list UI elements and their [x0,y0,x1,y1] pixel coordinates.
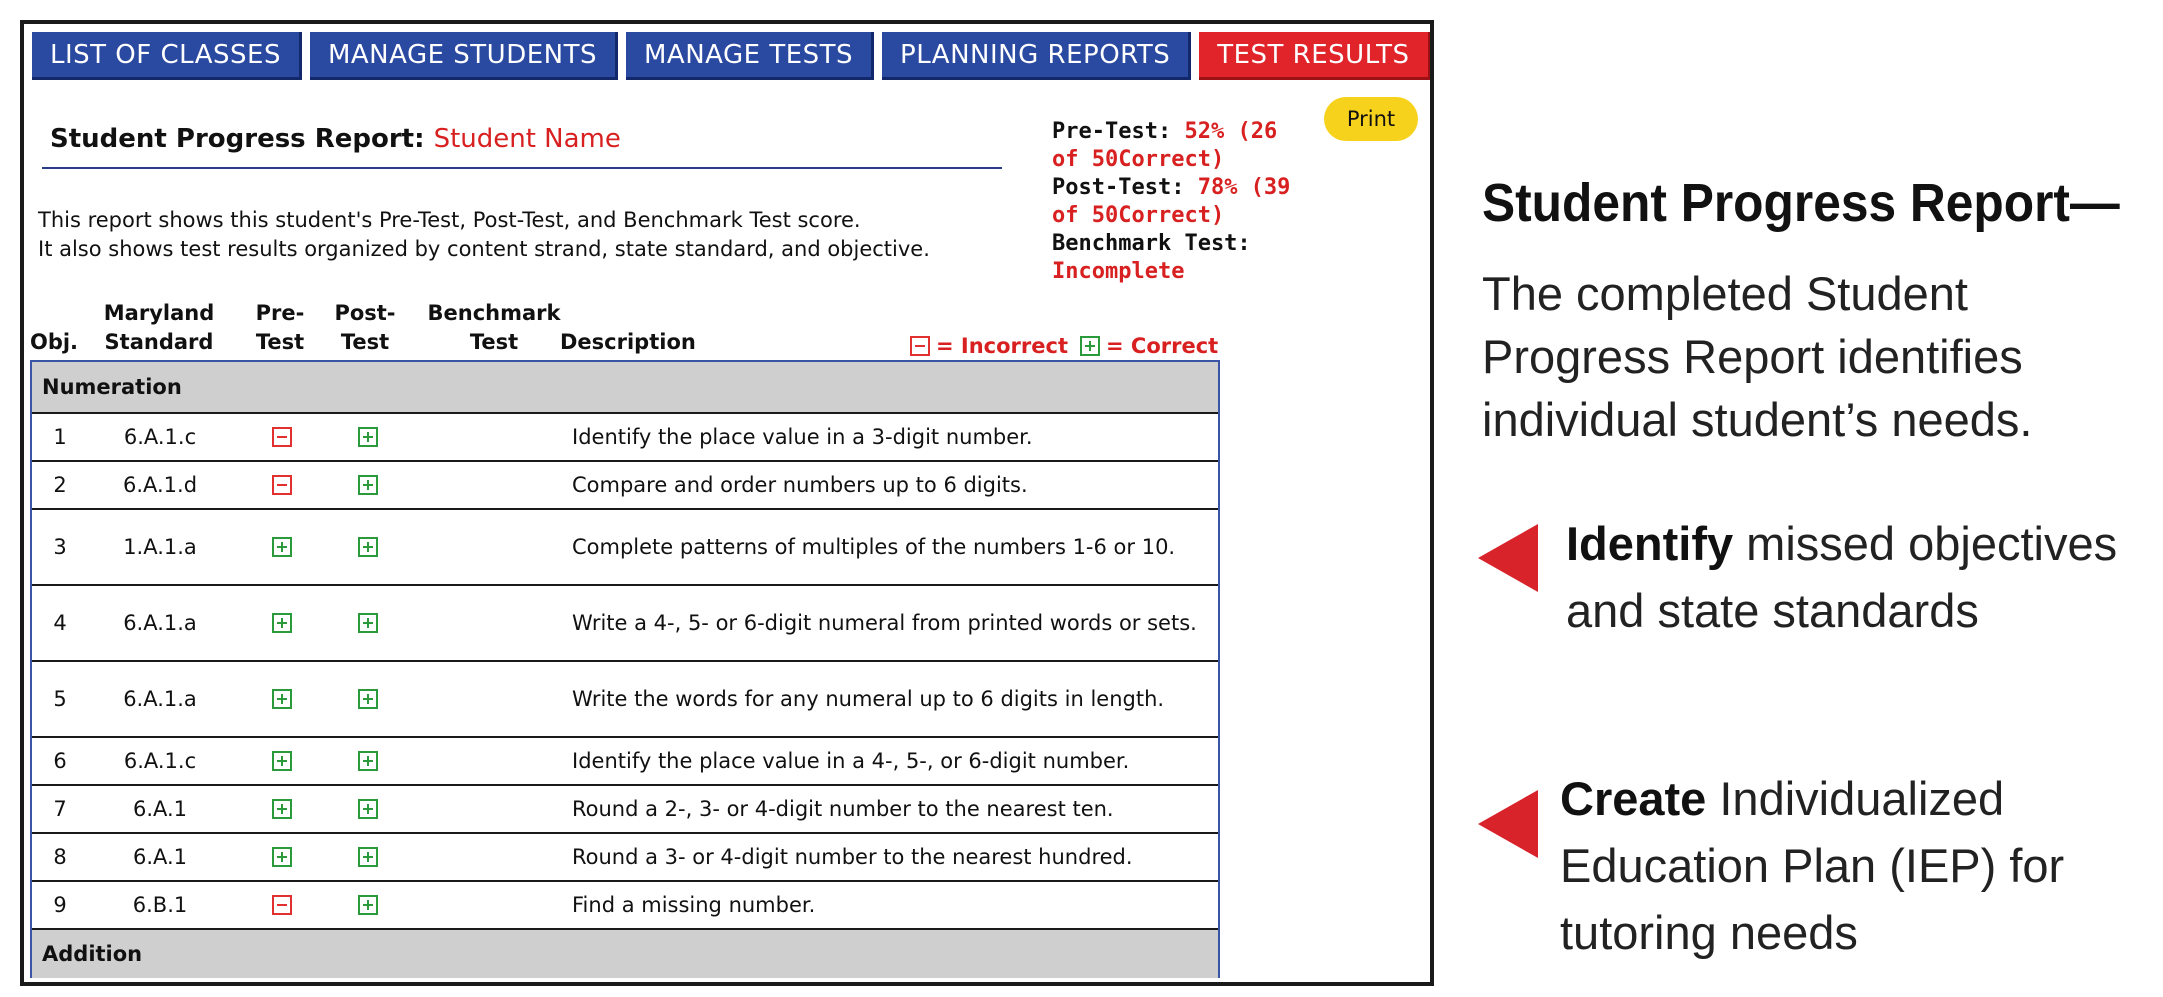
cell-pre-test [252,738,312,784]
table-row [32,508,1218,584]
cell-objective: 5 [53,687,67,711]
col-header-pre-test [250,299,310,357]
table-row [32,784,1218,832]
col-header-bench-line2: Test [469,330,519,354]
cell-standard: 6.A.1.a [123,687,197,711]
strand-header-addition: Addition [32,928,1218,978]
col-header-standard-line2: Standard [104,330,214,354]
description-text: Round a 2-, 3- or 4-digit number to the nearest ten. [572,797,1114,821]
cell-description [572,834,1208,880]
callout-body: The completed Student Progress Report identifies individual student’s needs. [1482,267,2033,446]
cell-post-test [338,882,398,928]
cell-description [572,786,1208,832]
description-text: Identify the place value in a 4-, 5-, or 6-digit number. [572,749,1130,773]
correct-mark-icon [358,895,378,915]
correct-mark-icon [358,799,378,819]
app-screenshot [20,20,1434,986]
correct-mark-icon [272,799,292,819]
cell-description [572,882,1208,928]
pre-test-value: 52% (26 [1184,119,1278,144]
description-text: Identify the place value in a 3-digit number. [572,425,1033,449]
correct-mark-icon [272,537,292,557]
description-text: Find a missing number. [572,893,816,917]
cell-pre-test [252,882,312,928]
description-text: Complete patterns of multiples of the numbers 1-6 or 10. [572,535,1176,559]
bullet-create-text: Individualized Education Plan (IEP) for tutoring needs [1560,772,2065,959]
cell-post-test [338,738,398,784]
pre-test-value-cont: of 50Correct) [1052,147,1225,172]
correct-mark-icon [358,751,378,771]
post-test-value-cont: of 50Correct) [1052,203,1225,228]
col-header-obj [26,328,82,357]
col-header-bench-line1: Benchmark [427,301,561,325]
intro-line-1: This report shows this student's Pre-Test, Post-Test, and Benchmark Test score. [38,208,861,232]
cell-pre-test [252,662,312,736]
title-divider [42,167,1002,169]
cell-pre-test [252,462,312,508]
cell-objective: 8 [53,845,67,869]
cell-description [572,662,1208,736]
cell-post-test [338,834,398,880]
legend-correct-label: = Correct [1106,334,1219,358]
cell-standard: 6.A.1 [132,797,188,821]
bullet-create-bold: Create [1560,772,1707,825]
cell-objective: 4 [53,611,67,635]
correct-mark-icon [358,613,378,633]
print-button[interactable]: Print [1324,97,1418,141]
red-arrow-icon [1478,790,1538,858]
cell-objective: 3 [53,535,67,559]
score-summary [1052,118,1322,286]
col-header-pre-line2: Test [255,330,305,354]
report-title-label: Student Progress Report: [50,124,425,154]
correct-mark-icon [1080,336,1100,356]
cell-post-test [338,586,398,660]
cell-post-test [338,414,398,460]
cell-description [572,586,1208,660]
correct-mark-icon [272,613,292,633]
table-row [32,460,1218,508]
post-test-label: Post-Test: [1052,175,1185,200]
table-row [32,660,1218,736]
strand-header-numeration: Numeration [32,362,1218,412]
callout-bullet-create [1560,765,2160,966]
cell-description [572,462,1208,508]
col-header-obj-label: Obj. [29,330,79,354]
cell-description [572,414,1208,460]
benchmark-test-label: Benchmark Test: [1052,231,1251,256]
cell-pre-test [252,586,312,660]
cell-pre-test [252,786,312,832]
col-header-post-line2: Test [340,330,390,354]
correct-mark-icon [272,689,292,709]
col-header-standard-line1: Maryland [103,301,215,325]
cell-standard: 6.A.1.d [122,473,198,497]
legend-incorrect-label: = Incorrect [936,334,1068,358]
tab-manage-students[interactable]: MANAGE STUDENTS [310,32,618,80]
tab-planning-reports[interactable]: PLANNING REPORTS [882,32,1191,80]
benchmark-test-value: Incomplete [1052,259,1185,284]
report-intro [38,206,930,264]
col-header-post-test [330,299,400,357]
incorrect-mark-icon [272,475,292,495]
correct-mark-icon [272,847,292,867]
cell-objective: 9 [53,893,67,917]
table-row [32,736,1218,784]
cell-description [572,510,1208,584]
cell-post-test [338,462,398,508]
mark-legend [910,334,1218,358]
col-header-post-line1: Post- [334,301,396,325]
col-header-benchmark [424,299,564,357]
callout-title: Student Progress Report— [1482,173,2120,233]
col-header-desc-label: Description [560,330,696,354]
cell-standard: 1.A.1.a [123,535,197,559]
cell-standard: 6.A.1.c [123,425,197,449]
cell-post-test [338,662,398,736]
intro-line-2: It also shows test results organized by content strand, state standard, and objective. [38,237,930,261]
student-name: Student Name [433,124,621,154]
cell-standard: 6.A.1 [132,845,188,869]
tab-list-of-classes[interactable]: LIST OF CLASSES [32,32,302,80]
results-table [30,360,1220,978]
bullet-identify-text: missed objectives and state standards [1566,517,2118,637]
correct-mark-icon [358,847,378,867]
red-arrow-icon [1478,524,1538,592]
cell-objective: 1 [53,425,67,449]
cell-pre-test [252,414,312,460]
tab-test-results[interactable]: TEST RESULTS [1199,32,1430,80]
description-text: Write a 4-, 5- or 6-digit numeral from printed words or sets. [572,611,1197,635]
description-text: Write the words for any numeral up to 6 digits in length. [572,687,1165,711]
description-text: Round a 3- or 4-digit number to the nearest hundred. [572,845,1133,869]
tab-manage-tests[interactable]: MANAGE TESTS [626,32,874,80]
incorrect-mark-icon [272,427,292,447]
table-row [32,880,1218,928]
col-header-standard [94,299,224,357]
cell-standard: 6.A.1.c [123,749,197,773]
cell-post-test [338,786,398,832]
cell-post-test [338,510,398,584]
cell-standard: 6.A.1.a [123,611,197,635]
table-row [32,412,1218,460]
cell-objective: 7 [53,797,67,821]
cell-objective: 2 [53,473,67,497]
description-text: Compare and order numbers up to 6 digits. [572,473,1028,497]
col-header-description [560,328,696,357]
correct-mark-icon [358,427,378,447]
bullet-identify-bold: Identify [1566,517,1734,570]
correct-mark-icon [358,689,378,709]
tab-bar [32,32,1431,80]
pre-test-label: Pre-Test: [1052,119,1172,144]
callout-bullet-identify [1566,510,2126,644]
post-test-value: 78% (39 [1197,175,1291,200]
table-row [32,584,1218,660]
cell-standard: 6.B.1 [132,893,188,917]
correct-mark-icon [358,537,378,557]
col-header-pre-line1: Pre- [255,301,305,325]
page-title [50,124,621,154]
results-rows [32,412,1218,928]
cell-description [572,738,1208,784]
incorrect-mark-icon [910,336,930,356]
incorrect-mark-icon [272,895,292,915]
cell-objective: 6 [53,749,67,773]
correct-mark-icon [272,751,292,771]
cell-pre-test [252,834,312,880]
correct-mark-icon [358,475,378,495]
cell-pre-test [252,510,312,584]
table-row [32,832,1218,880]
